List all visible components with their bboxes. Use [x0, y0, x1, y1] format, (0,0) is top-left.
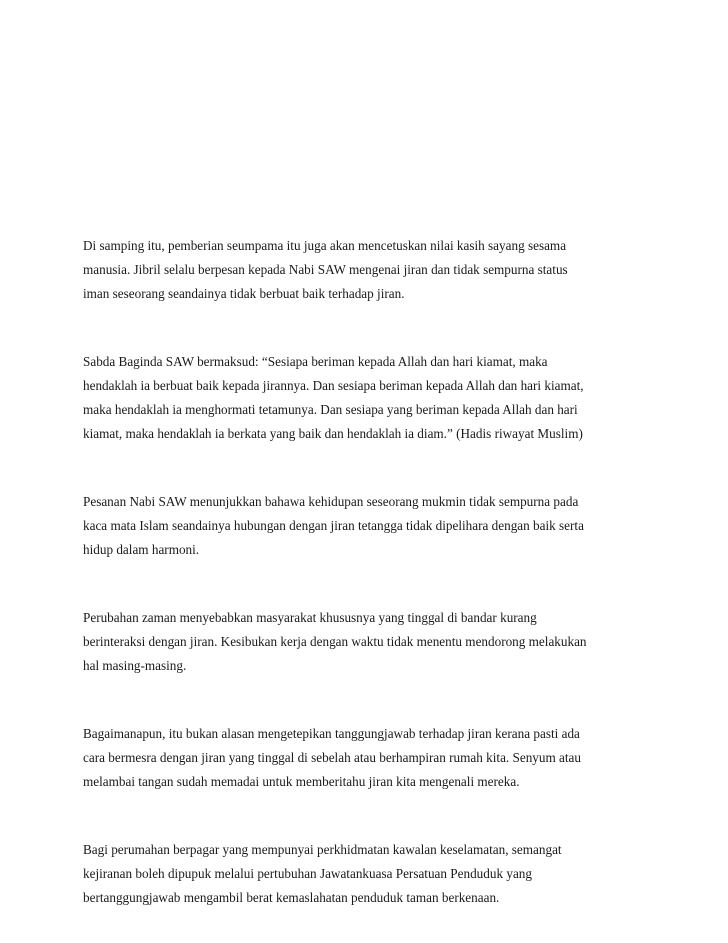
paragraph-3 — [83, 490, 653, 562]
text-line: melambai tangan sudah memadai untuk memberitahu jiran kita mengenali mereka. — [83, 774, 520, 789]
paragraph-6 — [83, 838, 653, 910]
text-line: Bagaimanapun, itu bukan alasan mengetepikan tanggungjawab terhadap jiran kerana pasti ada — [83, 726, 580, 741]
text-line: Bagi perumahan berpagar yang mempunyai perkhidmatan kawalan keselamatan, semangat — [83, 842, 562, 857]
paragraph-4 — [83, 606, 653, 678]
text-line: hal masing-masing. — [83, 658, 187, 673]
text-line: berinteraksi dengan jiran. Kesibukan kerja dengan waktu tidak menentu mendorong melakukan — [83, 634, 587, 649]
text-line: hidup dalam harmoni. — [83, 542, 200, 557]
paragraph-2 — [83, 350, 653, 446]
paragraph-5 — [83, 722, 653, 794]
text-line: kiamat, maka hendaklah ia berkata yang baik dan hendaklah ia diam.” (Hadis riwayat Muslim) — [83, 426, 583, 441]
text-line: kaca mata Islam seandainya hubungan dengan jiran tetangga tidak dipelihara dengan baik serta — [83, 518, 584, 533]
text-line: Pesanan Nabi SAW menunjukkan bahawa kehidupan seseorang mukmin tidak sempurna pada — [83, 494, 579, 509]
text-line: maka hendaklah ia menghormati tetamunya. Dan sesiapa yang beriman kepada Allah dan hari — [83, 402, 578, 417]
text-line: Perubahan zaman menyebabkan masyarakat khususnya yang tinggal di bandar kurang — [83, 610, 537, 625]
document-body — [83, 234, 653, 910]
paragraph-1 — [83, 234, 653, 306]
text-line: iman seseorang seandainya tidak berbuat baik terhadap jiran. — [83, 286, 405, 301]
text-line: Di samping itu, pemberian seumpama itu juga akan mencetuskan nilai kasih sayang sesama — [83, 238, 567, 253]
text-line: manusia. Jibril selalu berpesan kepada Nabi SAW mengenai jiran dan tidak sempurna status — [83, 262, 568, 277]
text-line: Sabda Baginda SAW bermaksud: “Sesiapa beriman kepada Allah dan hari kiamat, maka — [83, 354, 548, 369]
text-line: kejiranan boleh dipupuk melalui pertubuhan Jawatankuasa Persatuan Penduduk yang — [83, 866, 532, 881]
text-line: hendaklah ia berbuat baik kepada jirannya. Dan sesiapa beriman kepada Allah dan hari kiamat, — [83, 378, 584, 393]
text-line: bertanggungjawab mengambil berat kemaslahatan penduduk taman berkenaan. — [83, 890, 500, 905]
text-line: cara bermesra dengan jiran yang tinggal di sebelah atau berhampiran rumah kita. Senyum atau — [83, 750, 582, 765]
